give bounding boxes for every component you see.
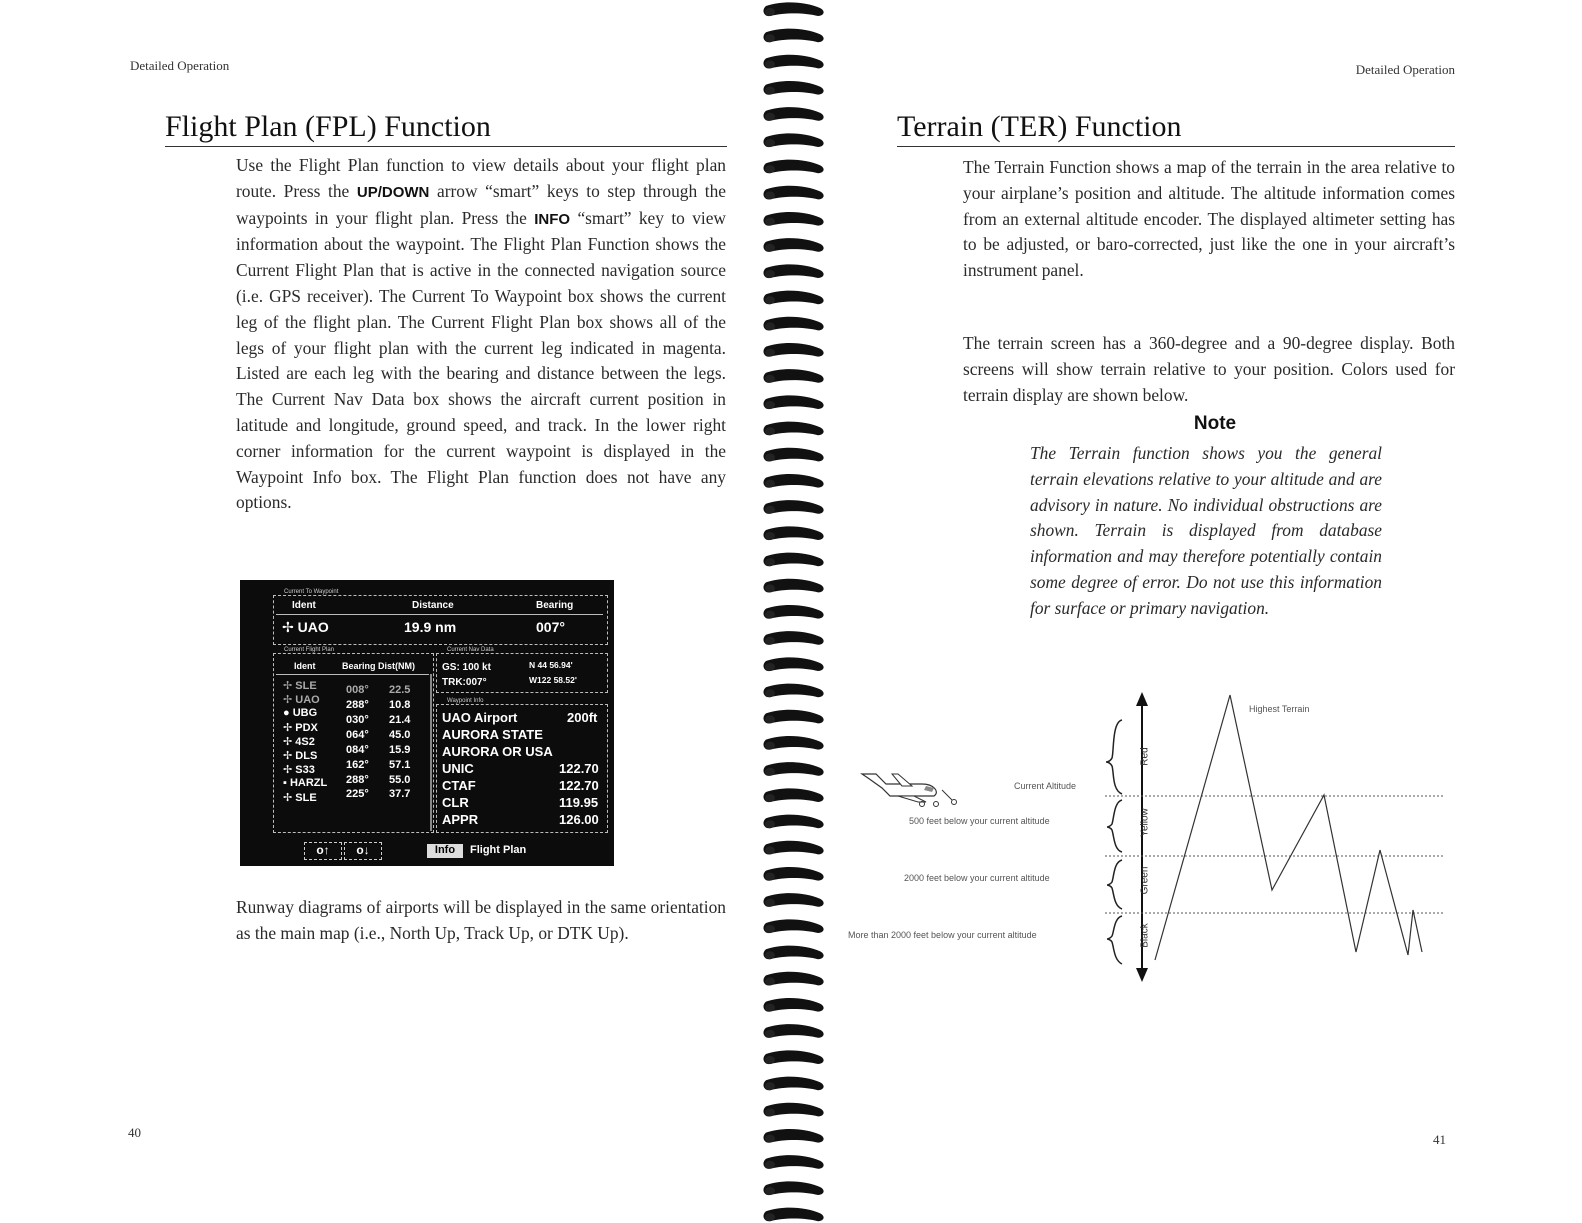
cfp-distance: 15.9: [389, 744, 411, 756]
spiral-coil: [763, 107, 823, 121]
waypoint-info-box: [436, 698, 608, 833]
spiral-coil: [763, 317, 823, 331]
waypoint-line-2: AURORA STATE: [442, 727, 543, 742]
spiral-coil: [763, 2, 823, 16]
spiral-coil: [763, 919, 823, 933]
current-altitude-label: Current Altitude: [1014, 781, 1077, 791]
spiral-coil: [763, 81, 823, 95]
yellow-band-brace: [1107, 800, 1122, 852]
spiral-coil: [763, 1208, 823, 1222]
left-running-header: Detailed Operation: [130, 58, 230, 73]
cfp-distance: 22.5: [389, 684, 411, 696]
terrain-diagram: [850, 690, 1460, 990]
spiral-coil: [763, 526, 823, 540]
cfp-ident-row: ✢ 4S2: [283, 736, 315, 748]
spiral-coil: [763, 972, 823, 986]
cfp-col-bearing-dist: Bearing Dist(NM): [342, 661, 416, 671]
note-text: The Terrain function shows you the general terrain elevations relative to your altitude and are advisory in nature. No individual obstructions are shown. Terrain is displayed from database information and may therefore potentially contain some degree of error. Do not use this information for surface or primary navigation.: [1030, 443, 1382, 618]
spiral-coil: [763, 605, 823, 619]
spiral-coil: [763, 291, 823, 305]
cfp-ident-row: ✢ S33: [283, 764, 315, 776]
cfp-ident-row: ✢ UAO: [283, 694, 320, 706]
left-page-number: 40: [128, 1125, 141, 1140]
freq-label: UNIC: [442, 761, 474, 776]
current-flight-plan-box: [273, 647, 434, 833]
cfp-distance: 57.1: [389, 759, 411, 771]
ctw-col-distance: Distance: [412, 600, 454, 611]
freq-value: 122.70: [559, 778, 599, 793]
black-band-brace: [1107, 916, 1122, 964]
ctw-bearing-value: 007°: [536, 619, 565, 635]
track-value: TRK:007°: [442, 677, 487, 688]
cfp-distance: 21.4: [389, 714, 411, 726]
cfp-divider: [276, 674, 429, 675]
spiral-coil: [763, 736, 823, 750]
red-band-brace: [1106, 720, 1122, 794]
spiral-coil: [763, 946, 823, 960]
spiral-coil: [763, 1077, 823, 1091]
cfp-bearing: 084°: [346, 744, 369, 756]
airplane-icon: [862, 774, 957, 807]
fpl-text-part-1: Use the Flight Plan function to view details about your flight plan route. Press the: [236, 155, 726, 201]
ter-section-title: Terrain (TER) Function: [897, 110, 1455, 147]
terrain-profile: [1155, 695, 1422, 960]
red-band-label: Red: [1139, 747, 1151, 766]
spiral-coil: [763, 1155, 823, 1169]
green-band-label: Green: [1139, 866, 1151, 895]
ctw-col-bearing: Bearing: [536, 600, 574, 611]
fpl-text-part-3: “smart” key to view information about the waypoint. The Flight Plan Function shows the Current Flight Plan that is active in the connected navigation source (i.e. GPS receiver). The Current To Waypoint box shows the current leg of the flight plan. The Current Flight Plan box shows all of the legs of your flight plan with the current leg indicated in magenta. Listed are each leg with the bearing and distance between the legs. The Current Nav Data box shows the aircraft current position in latitude and longitude, ground speed, and track. In the lower right corner information for the current waypoint is displayed in the Waypoint Info box. The Flight Plan function does not have any options.: [236, 207, 726, 513]
cfp-bearing: 288°: [346, 774, 369, 786]
fpl-text-part-2: arrow “smart” keys to step through the waypoints in your flight plan. Press the: [236, 180, 727, 228]
cfp-bearing: 064°: [346, 729, 369, 741]
spiral-coil: [763, 395, 823, 409]
spiral-coil: [763, 186, 823, 200]
info-smart-key[interactable]: Info: [427, 844, 463, 858]
spiral-coil: [763, 1103, 823, 1117]
freq-value: 119.95: [559, 795, 599, 810]
spiral-coil: [763, 815, 823, 829]
spiral-coil: [763, 160, 823, 174]
cfp-distance: 37.7: [389, 788, 411, 800]
spiral-coil: [763, 264, 823, 278]
spiral-coil: [763, 212, 823, 226]
green-band-brace: [1107, 860, 1122, 909]
cfp-bearing: 288°: [346, 699, 369, 711]
spiral-coil: [763, 998, 823, 1012]
band-more-label: More than 2000 feet below your current altitude: [848, 930, 1037, 940]
right-running-header: Detailed Operation: [1355, 62, 1455, 77]
cfp-distance: 55.0: [389, 774, 411, 786]
spiral-coil: [763, 1024, 823, 1038]
spiral-coil: [763, 553, 823, 567]
terrain-description-paragraph: The Terrain Function shows a map of the terrain in the area relative to your airplane’s position and altitude. The altitude information comes from an external altitude encoder. The displayed altimeter setting has to be adjusted, or baro-corrected, just like the one in your aircraft’s instrument panel.: [963, 157, 1455, 281]
spiral-coil: [763, 579, 823, 593]
cfp-ident-row: ✢ SLE: [283, 792, 317, 804]
down-arrow-icon: [1136, 968, 1148, 982]
spiral-coil: [763, 369, 823, 383]
cfp-ident-row: ▪ HARZL: [283, 777, 328, 789]
spiral-coil: [763, 710, 823, 724]
freq-value: 126.00: [559, 812, 599, 827]
note-heading: Note: [1193, 413, 1237, 434]
up-arrow-smart-key[interactable]: o↑: [304, 842, 342, 860]
cfp-bearing: 162°: [346, 759, 369, 771]
freq-label: APPR: [442, 812, 479, 827]
up-arrow-icon: [1136, 692, 1148, 706]
spiral-coil: [763, 867, 823, 881]
cfp-ident-row: ✢ PDX: [283, 722, 318, 734]
spiral-coil: [763, 238, 823, 252]
spiral-coil: [763, 55, 823, 69]
ctw-ident-value: UAO: [297, 619, 329, 635]
cfp-scrollbar[interactable]: [430, 674, 432, 831]
black-band-label: Black: [1139, 923, 1151, 948]
current-to-waypoint-caption: Current To Waypoint: [284, 589, 339, 595]
freq-value: 122.70: [559, 761, 599, 776]
cfp-bearing: 030°: [346, 714, 369, 726]
current-flight-plan-caption: Current Flight Plan: [284, 647, 335, 653]
spiral-coil: [763, 133, 823, 147]
waypoint-elevation: 200ft: [567, 710, 598, 725]
cfp-bearing: 225°: [346, 788, 369, 800]
ground-speed-value: GS: 100 kt: [442, 662, 491, 673]
spiral-coil: [763, 1129, 823, 1143]
waypoint-airport-icon: ✢: [282, 619, 294, 635]
cfp-distance: 45.0: [389, 729, 411, 741]
spiral-coil: [763, 29, 823, 43]
spiral-coil: [763, 1181, 823, 1195]
fpl-description-paragraph: [236, 153, 726, 516]
spiral-coil: [763, 893, 823, 907]
ctw-col-ident: Ident: [292, 600, 316, 611]
flight-plan-function-label: Flight Plan: [470, 844, 527, 856]
spiral-coil: [763, 1050, 823, 1064]
spiral-coil: [763, 788, 823, 802]
band-500-label: 500 feet below your current altitude: [909, 816, 1050, 826]
current-nav-data-box: [436, 647, 608, 693]
cfp-col-ident: Ident: [294, 661, 316, 671]
cfp-ident-row: ✢ SLE: [283, 680, 317, 692]
ctw-ident-row: [282, 619, 329, 636]
highest-terrain-label: Highest Terrain: [1249, 704, 1310, 714]
spiral-coil: [763, 343, 823, 357]
fpl-section-title: Flight Plan (FPL) Function: [165, 110, 727, 147]
flight-plan-screen: [240, 580, 614, 866]
cfp-distance: 10.8: [389, 699, 411, 711]
current-to-waypoint-box: [273, 589, 608, 645]
down-arrow-smart-key[interactable]: o↓: [344, 842, 382, 860]
ctw-distance-value: 19.9 nm: [404, 619, 457, 635]
cfp-ident-row: ✢ DLS: [283, 750, 318, 762]
current-nav-data-caption: Current Nav Data: [447, 647, 494, 653]
yellow-band-label: Yellow: [1139, 808, 1151, 837]
spiral-coil: [763, 422, 823, 436]
longitude-value: W122 58.52': [529, 675, 577, 685]
up-down-key-label: UP/DOWN: [356, 183, 430, 201]
spiral-coil: [763, 474, 823, 488]
freq-label: CTAF: [442, 778, 476, 793]
info-key-label: INFO: [534, 210, 571, 228]
cfp-ident-row: ● UBG: [283, 707, 318, 719]
spiral-coil: [763, 500, 823, 514]
waypoint-name: UAO Airport: [442, 710, 518, 725]
waypoint-line-3: AURORA OR USA: [442, 744, 553, 759]
runway-diagrams-paragraph: Runway diagrams of airports will be displayed in the same orientation as the main map (i.e., North Up, Track Up, or DTK Up).: [236, 897, 726, 943]
right-page-number: 41: [1433, 1132, 1446, 1147]
spiral-coil: [763, 762, 823, 776]
spiral-coil: [763, 631, 823, 645]
spiral-coil: [763, 841, 823, 855]
spiral-coil: [763, 684, 823, 698]
band-2000-label: 2000 feet below your current altitude: [904, 873, 1050, 883]
latitude-value: N 44 56.94': [529, 660, 573, 670]
freq-label: CLR: [442, 795, 469, 810]
cfp-bearing: 008°: [346, 684, 369, 696]
spiral-coil: [763, 448, 823, 462]
spiral-coil: [763, 657, 823, 671]
ctw-divider: [276, 614, 603, 615]
waypoint-info-caption: Waypoint Info: [447, 698, 484, 704]
terrain-display-paragraph: The terrain screen has a 360-degree and a 90-degree display. Both screens will show terrain relative to your position. Colors used for terrain display are shown below.: [963, 333, 1455, 405]
spiral-binding: [758, 0, 828, 1223]
